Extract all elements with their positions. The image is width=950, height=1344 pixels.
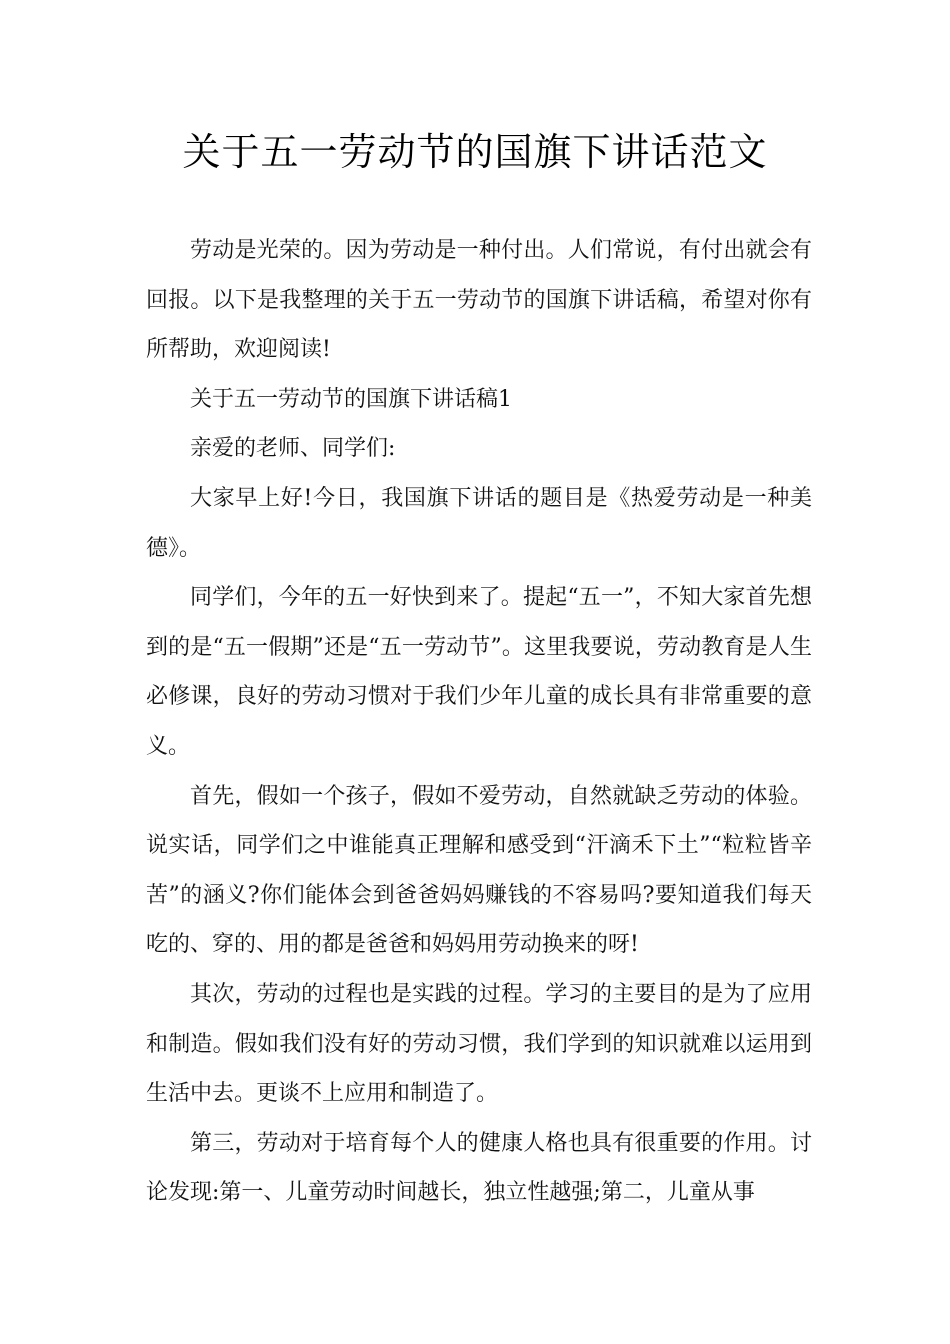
paragraph-body: 同学们，今年的五一好快到来了。提起“五一”，不知大家首先想到的是“五一假期”还是“五一劳动节”。这里我要说，劳动教育是人生必修课，良好的劳动习惯对于我们少年儿童的成长具有非常重要的意义。 bbox=[146, 585, 812, 759]
paragraph-body: 首先，假如一个孩子，假如不爱劳动，自然就缺乏劳动的体验。说实话，同学们之中谁能真正理解和感受到“汗滴禾下土”“粒粒皆辛苦”的涵义?你们能体会到爸爸妈妈赚钱的不容易吗?要知道我们每天吃的、穿的、用的都是爸爸和妈妈用劳动换来的呀! bbox=[146, 783, 812, 958]
paragraph-greeting: 亲爱的老师、同学们: bbox=[190, 436, 396, 462]
paragraph-body: 其次，劳动的过程也是实践的过程。学习的主要目的是为了应用和制造。假如我们没有好的劳动习惯，我们学到的知识就难以运用到生活中去。更谈不上应用和制造了。 bbox=[146, 981, 812, 1107]
document-body bbox=[146, 226, 812, 1218]
paragraph-body: 第三，劳动对于培育每个人的健康人格也具有很重要的作用。讨论发现:第一、儿童劳动时间越长，独立性越强;第二，儿童从事 bbox=[146, 1130, 812, 1206]
paragraph-subtitle: 关于五一劳动节的国旗下讲话稿1 bbox=[190, 386, 512, 412]
paragraph-intro: 劳动是光荣的。因为劳动是一种付出。人们常说，有付出就会有回报。以下是我整理的关于五一劳动节的国旗下讲话稿，希望对你有所帮助，欢迎阅读! bbox=[146, 238, 812, 363]
paragraph-topic: 大家早上好!今日，我国旗下讲话的题目是《热爱劳动是一种美德》。 bbox=[146, 485, 812, 561]
document-title: 关于五一劳动节的国旗下讲话范文 bbox=[182, 130, 768, 174]
